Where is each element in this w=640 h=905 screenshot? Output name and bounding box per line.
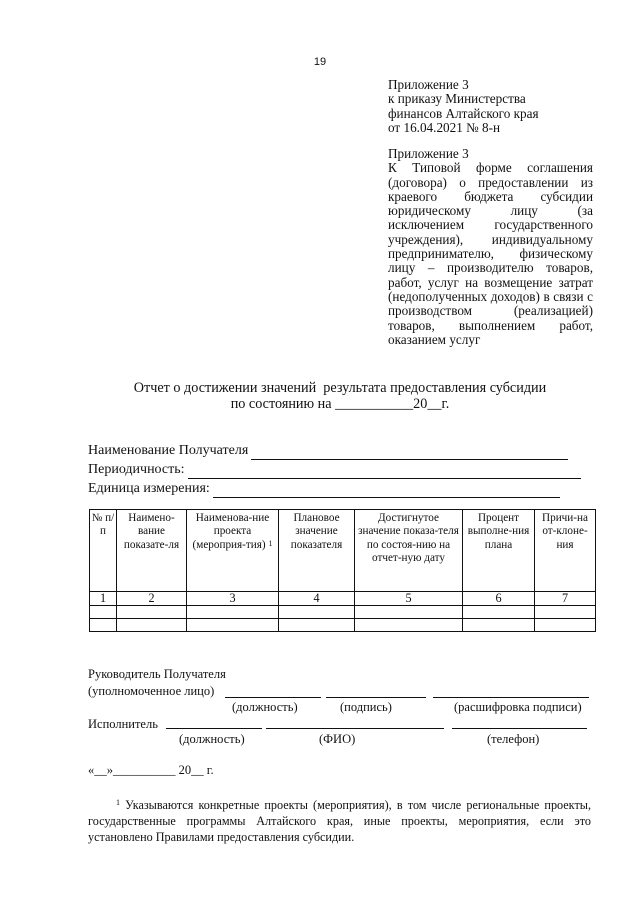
table-row bbox=[90, 619, 596, 632]
table-header-cell: Наимено-вание показате-ля bbox=[117, 510, 187, 592]
caption-decoding: (расшифровка подписи) bbox=[454, 700, 582, 714]
report-title-line2: по состоянию на ___________20__г. bbox=[230, 396, 450, 412]
table-header-text: Наименова-ние проекта (мероприя-тия) bbox=[192, 512, 270, 551]
signature-line[interactable] bbox=[326, 696, 426, 698]
table-header-cell: Причи-на от-клоне-ния bbox=[535, 510, 596, 592]
table-cell[interactable] bbox=[187, 606, 279, 619]
head-label-1: Руководитель Получателя bbox=[88, 667, 226, 681]
date-line[interactable]: «__»__________ 20__ г. bbox=[88, 763, 214, 777]
footnote-text: Указываются конкретные проекты (мероприятия), в том числе региональные проекты, государственные программы Алтайского края, иные проекты, мероприятия, если это установлено Правилами предоставления субсидии. bbox=[88, 798, 592, 844]
decoding-line[interactable] bbox=[433, 696, 589, 698]
table-cell[interactable] bbox=[90, 606, 117, 619]
recipient-input-line[interactable] bbox=[251, 447, 568, 460]
executor-label: Исполнитель bbox=[88, 717, 158, 731]
table-cell[interactable] bbox=[463, 619, 535, 632]
report-title-line1: Отчет о достижении значений результата предоставления субсидии bbox=[133, 380, 547, 396]
table-header-cell: Достигнутое значение показа-теля по состоя-нию на отчет-ную дату bbox=[355, 510, 463, 592]
table-cell[interactable] bbox=[279, 619, 355, 632]
appendix-main-block bbox=[388, 78, 603, 135]
appendix-sub-block bbox=[388, 147, 593, 347]
table-cell[interactable] bbox=[117, 619, 187, 632]
table-number-cell: 3 bbox=[187, 592, 279, 606]
table-cell[interactable] bbox=[355, 606, 463, 619]
caption-phone: (телефон) bbox=[487, 732, 540, 746]
table-number-cell: 5 bbox=[355, 592, 463, 606]
table-header-cell: Процент выполне-ния плана bbox=[463, 510, 535, 592]
table-cell[interactable] bbox=[187, 619, 279, 632]
appendix-sub-title: Приложение 3 bbox=[388, 146, 469, 161]
recipient-field bbox=[88, 441, 581, 460]
executor-position-line[interactable] bbox=[166, 727, 262, 729]
executor-phone-line[interactable] bbox=[452, 727, 587, 729]
recipient-label: Наименование Получателя bbox=[88, 443, 249, 458]
footnote-marker: 1 bbox=[116, 798, 120, 807]
position-line[interactable] bbox=[225, 696, 321, 698]
recipient-fields bbox=[88, 441, 581, 498]
caption-position: (должность) bbox=[232, 700, 298, 714]
table-cell[interactable] bbox=[90, 619, 117, 632]
report-title bbox=[0, 380, 640, 412]
table-number-cell: 1 bbox=[90, 592, 117, 606]
periodicity-label: Периодичность: bbox=[88, 462, 185, 477]
table-cell[interactable] bbox=[117, 606, 187, 619]
table-header-cell bbox=[187, 510, 279, 592]
table-cell[interactable] bbox=[535, 606, 596, 619]
table-cell[interactable] bbox=[355, 619, 463, 632]
appendix-main-line: финансов Алтайского края bbox=[388, 105, 539, 121]
appendix-sub-text: К Типовой форме соглашения (договора) о предоставлении из краевого бюджета субсидии юридическому лицу (за исключением государственного учреждения), индивидуальному предпринимателю, физическому лицу – производителю товаров, работ, услуг на возмещение затрат (недополученных доходов) в связи с производством (реализацией) товаров, выполнением работ, оказанием услуг bbox=[388, 160, 593, 347]
executor-fio-line[interactable] bbox=[266, 727, 444, 729]
unit-field bbox=[88, 479, 581, 498]
table-cell[interactable] bbox=[535, 619, 596, 632]
unit-input-line[interactable] bbox=[213, 485, 560, 498]
table-cell[interactable] bbox=[463, 606, 535, 619]
page-number: 19 bbox=[313, 56, 327, 68]
table-number-cell: 6 bbox=[463, 592, 535, 606]
report-table bbox=[89, 509, 596, 632]
appendix-main-line: к приказу Министерства bbox=[388, 91, 526, 107]
table-number-cell: 4 bbox=[279, 592, 355, 606]
table-row bbox=[90, 606, 596, 619]
periodicity-input-line[interactable] bbox=[188, 466, 581, 479]
appendix-main-line: от 16.04.2021 № 8-н bbox=[388, 119, 501, 135]
appendix-main-line: Приложение 3 bbox=[388, 77, 469, 92]
footnote-ref: 1 bbox=[268, 538, 273, 548]
periodicity-field bbox=[88, 460, 581, 479]
caption-fio: (ФИО) bbox=[319, 732, 356, 746]
caption-signature: (подпись) bbox=[340, 700, 392, 714]
table-number-cell: 7 bbox=[535, 592, 596, 606]
table-number-row bbox=[90, 592, 596, 606]
caption-position-2: (должность) bbox=[179, 732, 245, 746]
table-header-row bbox=[90, 510, 596, 592]
table-header-cell: Плановое значение показателя bbox=[279, 510, 355, 592]
table-cell[interactable] bbox=[279, 606, 355, 619]
table-number-cell: 2 bbox=[117, 592, 187, 606]
unit-label: Единица измерения: bbox=[88, 481, 210, 496]
footnote bbox=[88, 797, 591, 845]
table-header-cell: № п/п bbox=[90, 510, 117, 592]
head-label-2: (уполномоченное лицо) bbox=[88, 684, 215, 698]
